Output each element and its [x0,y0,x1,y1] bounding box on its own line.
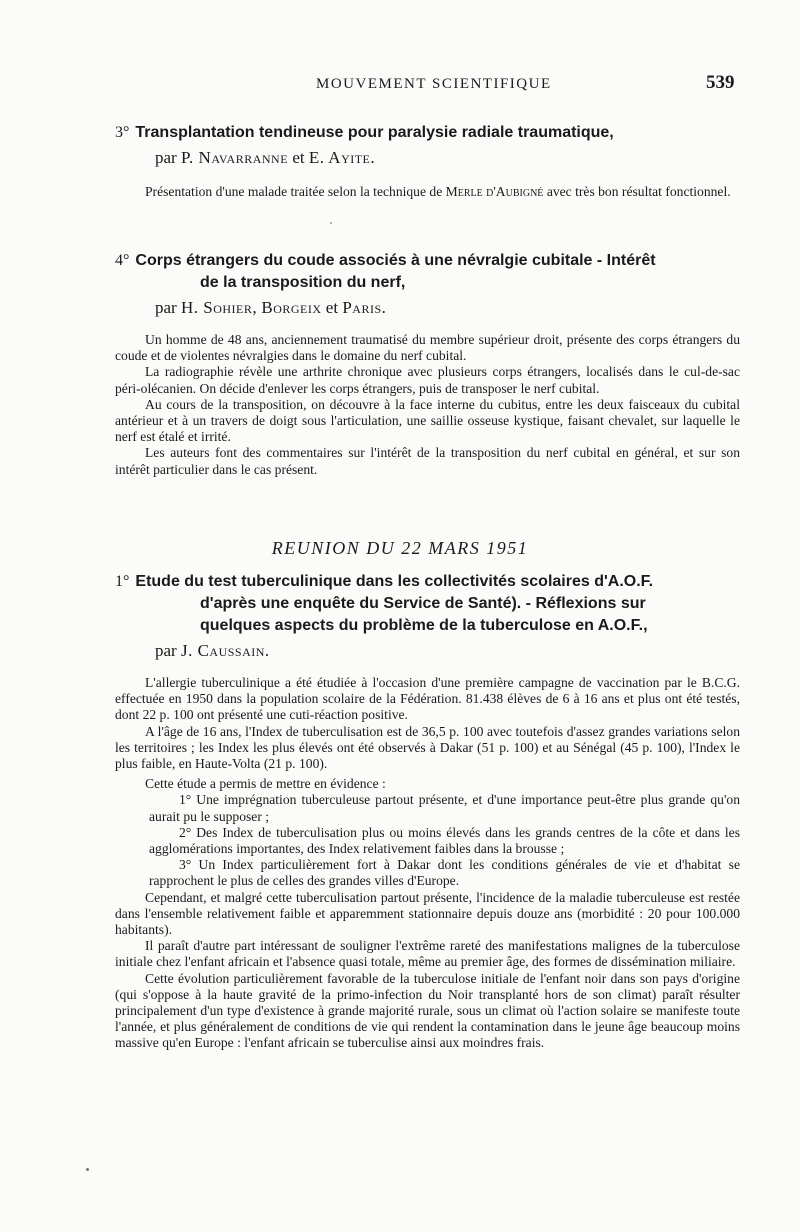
section-3-number: 3° [115,124,130,141]
section-4-title [115,250,740,294]
section-1-authors [155,639,740,663]
paragraph [115,184,740,200]
list-item: 1° Une imprégnation tuberculeuse partout présente, et d'une importance peut-être plus grande qu'on aurait pu le supposer ; [149,792,740,824]
running-header: MOUVEMENT SCIENTIFIQUE [316,76,552,92]
section-1-number: 1° [115,573,130,590]
paragraph: Il paraît d'autre part intéressant de souligner l'extrême rareté des manifestations malignes de la tuberculose initiale chez l'enfant africain et l'absence quasi totale, même au premier âge, des formes de dissémination miliaire. [115,938,740,970]
paragraph: Cette évolution particulièrement favorable de la tuberculose initiale de l'enfant noir dans son pays d'origine (qui s'oppose à la haute gravité de la primo-infection du Noir transplanté hors de son climat) paraît résulter principalement d'un type d'existence à grande majorité rurale, sous un climat où l'action solaire se manifeste toute l'année, et plus généralement de conditions de vie qui rendent la contamination dans le jeune âge beaucoup moins massive qu'en Europe : l'enfant africain se tuberculise ainsi aux moindres frais. [115,970,740,1051]
print-speck [86,1168,89,1171]
list-item: 2° Des Index de tuberculisation plus ou moins élevés dans les grands centres de la côte et dans les agglomérations importantes, des Index relativement faibles dans la brousse ; [149,824,740,857]
section-4-title-line-1: Corps étrangers du coude associés à une névralgie cubitale - Intérêt [135,252,656,269]
author-name: Borgeix [261,298,322,317]
section-1-title-line-1: Etude du test tuberculinique dans les collectivités scolaires d'A.O.F. [135,573,654,590]
meeting-heading: REUNION DU 22 MARS 1951 [271,538,529,558]
section-3-title [115,122,740,144]
paragraph: A l'âge de 16 ans, l'Index de tuberculisation est de 36,5 p. 100 avec toutefois d'assez grandes variations selon les territoires ; les Index les plus élevés ont été observés à Dakar (51 p. 100) et au Sénégal (45 p. 100), l'Index le plus faible, en Haute-Volta (21 p. 100). [115,723,740,772]
author-name: J. Caussain. [180,641,270,660]
author-name: P. Navarranne [180,148,289,167]
authors-prefix: par [155,298,177,317]
section-1-title-line-3: quelques aspects du problème de la tuberculose en A.O.F., [200,617,648,634]
section-1-title [115,571,740,637]
authors-prefix: par [155,641,177,660]
section-1-body [115,675,740,1052]
authors-conjunction: et [292,148,305,167]
section-4-title-line-2: de la transposition du nerf, [200,274,406,291]
section-4-authors [155,296,740,320]
paragraph: Cette étude a permis de mettre en évidence : [145,776,386,792]
section-3-authors [155,146,740,170]
authors-conjunction: et [325,298,339,317]
author-name: E. Ayite. [308,148,376,167]
authors-prefix: par [155,148,177,167]
page-number: 539 [706,72,735,93]
section-4 [115,250,740,478]
text-span: Présentation d'une malade traitée selon la technique de [145,184,443,199]
paragraph: Au cours de la transposition, on découvre à la face interne du cubitus, entre les deux faisceaux du cubital antérieur et à un travers de doigt sous l'articulation, une saillie osseuse kystique, faisant chevalet, sur laquelle le nerf est étalé et irrité. [115,396,740,445]
text-span: avec très bon résultat fonctionnel. [546,184,731,199]
paragraph: Cependant, et malgré cette tuberculisation partout présente, l'incidence de la maladie tuberculeuse est restée dans l'ensemble relativement faible et apparemment stationnaire depuis douze ans (morbidité : 20 pour 100.000 habitants). [115,889,740,938]
cited-name: Merle d'Aubigné [445,184,544,199]
section-4-body [115,332,740,478]
paragraph: Un homme de 48 ans, anciennement traumatisé du membre supérieur droit, présente des corps étrangers du coude et de violentes névralgies dans le domaine du nerf cubital. [115,332,740,364]
section-3-title-text: Transplantation tendineuse pour paralysie radiale traumatique, [135,124,614,141]
author-name: H. Sohier, [180,298,258,317]
section-3 [115,122,740,200]
author-name: Paris. [342,298,387,317]
paragraph: L'allergie tuberculinique a été étudiée à l'occasion d'une première campagne de vaccination par le B.C.G. effectuée en 1950 dans la population scolaire de la Fédération. 81.438 élèves de 6 à 16 ans et plus ont été testés, dont 22 p. 100 ont présenté une cuti-réaction positive. [115,675,740,723]
section-1 [115,571,740,1052]
paragraph: Les auteurs font des commentaires sur l'intérêt de la transposition du nerf cubital en général, et sur son intérêt particulier dans le cas présent. [115,445,740,477]
section-3-body [115,184,740,200]
list-item: 3° Un Index particulièrement fort à Dakar dont les conditions générales de vie et d'habitat se rapprochent le plus de celles des grandes villes d'Europe. [149,857,740,889]
section-1-title-line-2: d'après une enquête du Service de Santé). - Réflexions sur [200,595,646,612]
section-4-number: 4° [115,252,130,269]
paragraph: La radiographie révèle une arthrite chronique avec plusieurs corps étrangers, localisés dans le cul-de-sac péri-olécanien. On décide d'enlever les corps étrangers, puis de transposer le nerf cubital. [115,364,740,396]
print-speck [330,222,332,224]
